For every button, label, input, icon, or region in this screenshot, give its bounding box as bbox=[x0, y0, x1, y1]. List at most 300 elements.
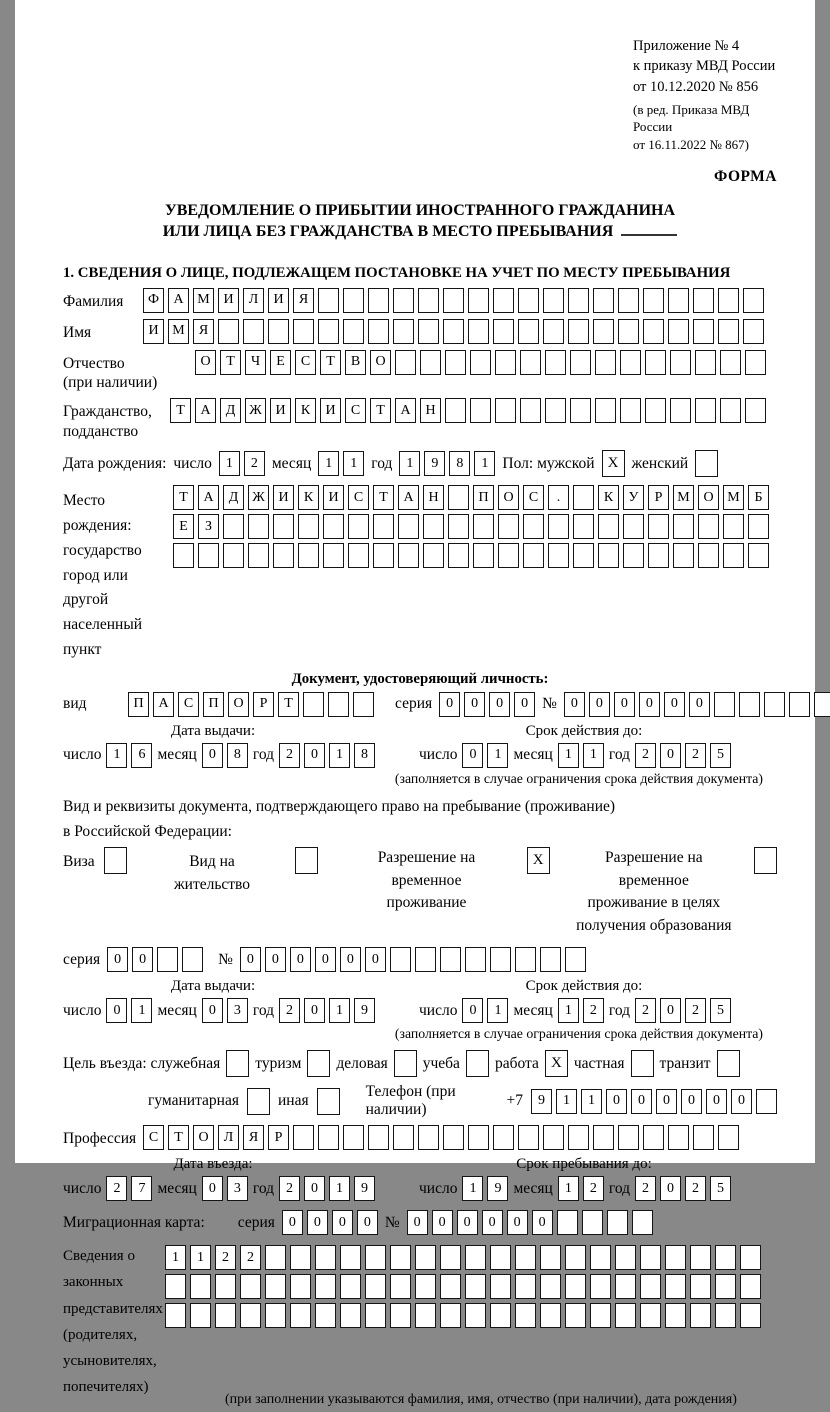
char-cell[interactable] bbox=[415, 947, 436, 972]
char-cell[interactable]: 0 bbox=[340, 947, 361, 972]
char-cell[interactable] bbox=[448, 485, 469, 510]
char-cell[interactable] bbox=[673, 514, 694, 539]
char-cell[interactable] bbox=[645, 398, 666, 423]
char-cell[interactable] bbox=[698, 543, 719, 568]
char-cell[interactable] bbox=[565, 1274, 586, 1299]
char-cell[interactable]: А bbox=[195, 398, 216, 423]
char-cell[interactable] bbox=[698, 514, 719, 539]
char-cell[interactable] bbox=[623, 514, 644, 539]
char-cell[interactable] bbox=[570, 350, 591, 375]
char-cell[interactable] bbox=[318, 288, 339, 313]
char-cell[interactable]: 0 bbox=[532, 1210, 553, 1235]
char-cell[interactable] bbox=[393, 319, 414, 344]
char-cell[interactable] bbox=[615, 1245, 636, 1270]
char-cell[interactable]: М bbox=[193, 288, 214, 313]
char-cell[interactable] bbox=[470, 398, 491, 423]
char-cell[interactable] bbox=[548, 543, 569, 568]
char-cell[interactable] bbox=[718, 288, 739, 313]
char-cell[interactable] bbox=[543, 288, 564, 313]
char-cell[interactable] bbox=[582, 1210, 603, 1235]
char-cell[interactable]: 3 bbox=[227, 998, 248, 1023]
char-cell[interactable]: 2 bbox=[685, 743, 706, 768]
char-cell[interactable] bbox=[390, 1245, 411, 1270]
char-cell[interactable] bbox=[443, 319, 464, 344]
char-cell[interactable] bbox=[643, 319, 664, 344]
char-cell[interactable] bbox=[315, 1245, 336, 1270]
char-cell[interactable] bbox=[545, 398, 566, 423]
char-cell[interactable]: 2 bbox=[583, 998, 604, 1023]
char-cell[interactable] bbox=[723, 514, 744, 539]
char-cell[interactable] bbox=[265, 1274, 286, 1299]
char-cell[interactable] bbox=[520, 398, 541, 423]
char-cell[interactable]: Т bbox=[373, 485, 394, 510]
char-cell[interactable]: П bbox=[203, 692, 224, 717]
char-cell[interactable] bbox=[743, 319, 764, 344]
char-cell[interactable] bbox=[190, 1303, 211, 1328]
char-cell[interactable] bbox=[340, 1274, 361, 1299]
char-cell[interactable] bbox=[557, 1210, 578, 1235]
char-cell[interactable] bbox=[515, 1245, 536, 1270]
char-cell[interactable]: 8 bbox=[449, 451, 470, 476]
char-cell[interactable] bbox=[398, 514, 419, 539]
char-cell[interactable] bbox=[523, 514, 544, 539]
char-cell[interactable] bbox=[440, 1245, 461, 1270]
char-cell[interactable]: Ф bbox=[143, 288, 164, 313]
purpose-transit-checkbox[interactable] bbox=[717, 1050, 740, 1077]
char-cell[interactable]: Е bbox=[270, 350, 291, 375]
char-cell[interactable]: П bbox=[128, 692, 149, 717]
char-cell[interactable] bbox=[598, 514, 619, 539]
char-cell[interactable] bbox=[573, 485, 594, 510]
purpose-work-checkbox[interactable]: X bbox=[545, 1050, 568, 1077]
char-cell[interactable]: 0 bbox=[357, 1210, 378, 1235]
char-cell[interactable]: У bbox=[623, 485, 644, 510]
char-cell[interactable]: Т bbox=[278, 692, 299, 717]
char-cell[interactable] bbox=[465, 1303, 486, 1328]
char-cell[interactable]: 0 bbox=[660, 998, 681, 1023]
char-cell[interactable] bbox=[418, 319, 439, 344]
char-cell[interactable] bbox=[764, 692, 785, 717]
char-cell[interactable]: Я bbox=[243, 1125, 264, 1150]
char-cell[interactable] bbox=[648, 543, 669, 568]
char-cell[interactable]: 0 bbox=[656, 1089, 677, 1114]
char-cell[interactable]: 0 bbox=[439, 692, 460, 717]
char-cell[interactable] bbox=[573, 514, 594, 539]
char-cell[interactable] bbox=[573, 543, 594, 568]
char-cell[interactable] bbox=[618, 288, 639, 313]
char-cell[interactable] bbox=[390, 947, 411, 972]
char-cell[interactable]: 1 bbox=[329, 998, 350, 1023]
char-cell[interactable]: 2 bbox=[106, 1176, 127, 1201]
char-cell[interactable]: С bbox=[295, 350, 316, 375]
char-cell[interactable] bbox=[293, 1125, 314, 1150]
char-cell[interactable]: С bbox=[523, 485, 544, 510]
char-cell[interactable] bbox=[182, 947, 203, 972]
char-cell[interactable]: Ч bbox=[245, 350, 266, 375]
purpose-tourism-checkbox[interactable] bbox=[307, 1050, 330, 1077]
char-cell[interactable] bbox=[518, 288, 539, 313]
char-cell[interactable] bbox=[340, 1245, 361, 1270]
char-cell[interactable] bbox=[568, 1125, 589, 1150]
char-cell[interactable] bbox=[668, 288, 689, 313]
purpose-humanitarian-checkbox[interactable] bbox=[247, 1088, 270, 1115]
char-cell[interactable]: 5 bbox=[710, 998, 731, 1023]
purpose-other-checkbox[interactable] bbox=[317, 1088, 340, 1115]
char-cell[interactable]: 1 bbox=[399, 451, 420, 476]
residence-permit-checkbox[interactable] bbox=[295, 847, 318, 874]
char-cell[interactable]: И bbox=[323, 485, 344, 510]
char-cell[interactable] bbox=[465, 1274, 486, 1299]
char-cell[interactable] bbox=[665, 1303, 686, 1328]
char-cell[interactable] bbox=[273, 543, 294, 568]
char-cell[interactable] bbox=[315, 1274, 336, 1299]
char-cell[interactable] bbox=[615, 1303, 636, 1328]
char-cell[interactable] bbox=[470, 350, 491, 375]
char-cell[interactable]: 5 bbox=[710, 1176, 731, 1201]
char-cell[interactable]: 0 bbox=[240, 947, 261, 972]
char-cell[interactable] bbox=[415, 1303, 436, 1328]
char-cell[interactable] bbox=[190, 1274, 211, 1299]
char-cell[interactable]: 2 bbox=[685, 998, 706, 1023]
char-cell[interactable] bbox=[570, 398, 591, 423]
char-cell[interactable]: 0 bbox=[132, 947, 153, 972]
char-cell[interactable] bbox=[465, 947, 486, 972]
char-cell[interactable] bbox=[540, 947, 561, 972]
char-cell[interactable]: 2 bbox=[583, 1176, 604, 1201]
char-cell[interactable]: 2 bbox=[279, 998, 300, 1023]
char-cell[interactable]: О bbox=[228, 692, 249, 717]
char-cell[interactable]: 0 bbox=[332, 1210, 353, 1235]
char-cell[interactable]: 0 bbox=[202, 998, 223, 1023]
char-cell[interactable] bbox=[353, 692, 374, 717]
char-cell[interactable] bbox=[673, 543, 694, 568]
char-cell[interactable]: 6 bbox=[131, 743, 152, 768]
char-cell[interactable]: 2 bbox=[240, 1245, 261, 1270]
visa-checkbox[interactable] bbox=[104, 847, 127, 874]
char-cell[interactable]: 1 bbox=[106, 743, 127, 768]
char-cell[interactable] bbox=[718, 319, 739, 344]
char-cell[interactable]: 0 bbox=[489, 692, 510, 717]
char-cell[interactable] bbox=[420, 350, 441, 375]
char-cell[interactable] bbox=[607, 1210, 628, 1235]
char-cell[interactable]: 2 bbox=[635, 743, 656, 768]
char-cell[interactable]: И bbox=[270, 398, 291, 423]
char-cell[interactable] bbox=[590, 1245, 611, 1270]
char-cell[interactable] bbox=[640, 1274, 661, 1299]
char-cell[interactable] bbox=[593, 319, 614, 344]
char-cell[interactable]: 2 bbox=[635, 1176, 656, 1201]
char-cell[interactable]: 1 bbox=[131, 998, 152, 1023]
char-cell[interactable] bbox=[298, 514, 319, 539]
char-cell[interactable] bbox=[618, 1125, 639, 1150]
char-cell[interactable]: 0 bbox=[315, 947, 336, 972]
char-cell[interactable] bbox=[368, 319, 389, 344]
char-cell[interactable] bbox=[695, 398, 716, 423]
char-cell[interactable]: О bbox=[195, 350, 216, 375]
char-cell[interactable] bbox=[365, 1274, 386, 1299]
char-cell[interactable]: 1 bbox=[329, 743, 350, 768]
char-cell[interactable] bbox=[395, 350, 416, 375]
char-cell[interactable]: А bbox=[395, 398, 416, 423]
char-cell[interactable]: 0 bbox=[202, 1176, 223, 1201]
purpose-study-checkbox[interactable] bbox=[466, 1050, 489, 1077]
char-cell[interactable]: О bbox=[698, 485, 719, 510]
sex-male-checkbox[interactable]: X bbox=[602, 450, 625, 477]
char-cell[interactable]: Д bbox=[220, 398, 241, 423]
char-cell[interactable]: О bbox=[498, 485, 519, 510]
char-cell[interactable] bbox=[623, 543, 644, 568]
char-cell[interactable]: Т bbox=[168, 1125, 189, 1150]
char-cell[interactable] bbox=[693, 288, 714, 313]
char-cell[interactable]: Т bbox=[370, 398, 391, 423]
char-cell[interactable] bbox=[368, 1125, 389, 1150]
char-cell[interactable]: 9 bbox=[354, 1176, 375, 1201]
char-cell[interactable] bbox=[515, 947, 536, 972]
char-cell[interactable] bbox=[565, 947, 586, 972]
char-cell[interactable]: Л bbox=[218, 1125, 239, 1150]
char-cell[interactable]: О bbox=[370, 350, 391, 375]
char-cell[interactable] bbox=[640, 1303, 661, 1328]
char-cell[interactable] bbox=[415, 1274, 436, 1299]
char-cell[interactable] bbox=[618, 319, 639, 344]
char-cell[interactable] bbox=[756, 1089, 777, 1114]
char-cell[interactable]: И bbox=[143, 319, 164, 344]
char-cell[interactable] bbox=[223, 543, 244, 568]
char-cell[interactable] bbox=[665, 1245, 686, 1270]
char-cell[interactable] bbox=[715, 1303, 736, 1328]
char-cell[interactable]: О bbox=[193, 1125, 214, 1150]
char-cell[interactable]: 0 bbox=[265, 947, 286, 972]
char-cell[interactable] bbox=[620, 350, 641, 375]
char-cell[interactable]: С bbox=[178, 692, 199, 717]
char-cell[interactable]: 9 bbox=[487, 1176, 508, 1201]
char-cell[interactable] bbox=[265, 1303, 286, 1328]
char-cell[interactable] bbox=[740, 1274, 761, 1299]
char-cell[interactable] bbox=[493, 319, 514, 344]
char-cell[interactable] bbox=[620, 398, 641, 423]
char-cell[interactable]: 0 bbox=[639, 692, 660, 717]
char-cell[interactable]: М bbox=[673, 485, 694, 510]
char-cell[interactable] bbox=[398, 543, 419, 568]
char-cell[interactable]: 0 bbox=[290, 947, 311, 972]
char-cell[interactable] bbox=[745, 398, 766, 423]
char-cell[interactable] bbox=[720, 350, 741, 375]
char-cell[interactable] bbox=[718, 1125, 739, 1150]
char-cell[interactable]: Ж bbox=[245, 398, 266, 423]
char-cell[interactable] bbox=[268, 319, 289, 344]
char-cell[interactable] bbox=[418, 1125, 439, 1150]
char-cell[interactable] bbox=[745, 350, 766, 375]
char-cell[interactable] bbox=[468, 1125, 489, 1150]
char-cell[interactable]: 0 bbox=[482, 1210, 503, 1235]
temp-permit-checkbox[interactable]: X bbox=[527, 847, 550, 874]
char-cell[interactable]: 0 bbox=[462, 743, 483, 768]
char-cell[interactable] bbox=[343, 319, 364, 344]
char-cell[interactable] bbox=[490, 1303, 511, 1328]
char-cell[interactable]: 0 bbox=[462, 998, 483, 1023]
char-cell[interactable] bbox=[814, 692, 830, 717]
char-cell[interactable] bbox=[598, 543, 619, 568]
char-cell[interactable] bbox=[490, 1274, 511, 1299]
char-cell[interactable] bbox=[723, 543, 744, 568]
char-cell[interactable]: 1 bbox=[329, 1176, 350, 1201]
char-cell[interactable]: Я bbox=[193, 319, 214, 344]
char-cell[interactable] bbox=[690, 1303, 711, 1328]
char-cell[interactable]: 2 bbox=[635, 998, 656, 1023]
char-cell[interactable] bbox=[273, 514, 294, 539]
char-cell[interactable]: И bbox=[218, 288, 239, 313]
char-cell[interactable]: 0 bbox=[564, 692, 585, 717]
char-cell[interactable] bbox=[632, 1210, 653, 1235]
char-cell[interactable]: 0 bbox=[614, 692, 635, 717]
char-cell[interactable] bbox=[743, 288, 764, 313]
char-cell[interactable]: 0 bbox=[606, 1089, 627, 1114]
char-cell[interactable]: 1 bbox=[487, 743, 508, 768]
char-cell[interactable]: Н bbox=[420, 398, 441, 423]
char-cell[interactable]: 9 bbox=[531, 1089, 552, 1114]
char-cell[interactable] bbox=[248, 514, 269, 539]
char-cell[interactable] bbox=[593, 288, 614, 313]
char-cell[interactable] bbox=[448, 514, 469, 539]
char-cell[interactable] bbox=[348, 514, 369, 539]
char-cell[interactable]: 1 bbox=[558, 1176, 579, 1201]
char-cell[interactable]: Т bbox=[173, 485, 194, 510]
char-cell[interactable] bbox=[670, 398, 691, 423]
char-cell[interactable] bbox=[393, 1125, 414, 1150]
char-cell[interactable] bbox=[543, 1125, 564, 1150]
char-cell[interactable] bbox=[418, 288, 439, 313]
char-cell[interactable] bbox=[248, 543, 269, 568]
char-cell[interactable]: 0 bbox=[631, 1089, 652, 1114]
char-cell[interactable] bbox=[365, 1245, 386, 1270]
purpose-private-checkbox[interactable] bbox=[631, 1050, 654, 1077]
char-cell[interactable]: 0 bbox=[681, 1089, 702, 1114]
char-cell[interactable]: 0 bbox=[660, 1176, 681, 1201]
char-cell[interactable] bbox=[465, 1245, 486, 1270]
char-cell[interactable] bbox=[445, 398, 466, 423]
char-cell[interactable] bbox=[615, 1274, 636, 1299]
char-cell[interactable] bbox=[243, 319, 264, 344]
char-cell[interactable] bbox=[690, 1274, 711, 1299]
char-cell[interactable] bbox=[693, 319, 714, 344]
purpose-official-checkbox[interactable] bbox=[226, 1050, 249, 1077]
char-cell[interactable]: 1 bbox=[190, 1245, 211, 1270]
char-cell[interactable] bbox=[665, 1274, 686, 1299]
char-cell[interactable]: 0 bbox=[307, 1210, 328, 1235]
char-cell[interactable]: 2 bbox=[279, 743, 300, 768]
char-cell[interactable] bbox=[739, 692, 760, 717]
char-cell[interactable]: 2 bbox=[279, 1176, 300, 1201]
char-cell[interactable]: П bbox=[473, 485, 494, 510]
char-cell[interactable]: 0 bbox=[304, 998, 325, 1023]
char-cell[interactable] bbox=[498, 514, 519, 539]
char-cell[interactable]: М bbox=[168, 319, 189, 344]
char-cell[interactable] bbox=[545, 350, 566, 375]
char-cell[interactable]: И bbox=[320, 398, 341, 423]
char-cell[interactable]: Р bbox=[268, 1125, 289, 1150]
char-cell[interactable]: Т bbox=[170, 398, 191, 423]
char-cell[interactable] bbox=[714, 692, 735, 717]
char-cell[interactable]: 2 bbox=[244, 451, 265, 476]
char-cell[interactable]: 1 bbox=[487, 998, 508, 1023]
char-cell[interactable] bbox=[165, 1303, 186, 1328]
char-cell[interactable] bbox=[315, 1303, 336, 1328]
char-cell[interactable] bbox=[303, 692, 324, 717]
char-cell[interactable] bbox=[290, 1274, 311, 1299]
char-cell[interactable]: Р bbox=[253, 692, 274, 717]
char-cell[interactable]: Ж bbox=[248, 485, 269, 510]
char-cell[interactable]: 9 bbox=[354, 998, 375, 1023]
char-cell[interactable] bbox=[523, 543, 544, 568]
char-cell[interactable] bbox=[443, 1125, 464, 1150]
char-cell[interactable] bbox=[670, 350, 691, 375]
char-cell[interactable]: 0 bbox=[282, 1210, 303, 1235]
char-cell[interactable] bbox=[157, 947, 178, 972]
char-cell[interactable]: 0 bbox=[507, 1210, 528, 1235]
char-cell[interactable] bbox=[218, 319, 239, 344]
char-cell[interactable] bbox=[668, 1125, 689, 1150]
char-cell[interactable]: 1 bbox=[558, 743, 579, 768]
char-cell[interactable] bbox=[595, 350, 616, 375]
char-cell[interactable] bbox=[445, 350, 466, 375]
char-cell[interactable] bbox=[495, 398, 516, 423]
char-cell[interactable]: И bbox=[268, 288, 289, 313]
char-cell[interactable] bbox=[473, 543, 494, 568]
char-cell[interactable] bbox=[490, 1245, 511, 1270]
char-cell[interactable]: М bbox=[723, 485, 744, 510]
char-cell[interactable]: С bbox=[345, 398, 366, 423]
char-cell[interactable] bbox=[548, 514, 569, 539]
char-cell[interactable] bbox=[298, 543, 319, 568]
char-cell[interactable] bbox=[393, 288, 414, 313]
char-cell[interactable] bbox=[495, 350, 516, 375]
char-cell[interactable] bbox=[240, 1274, 261, 1299]
char-cell[interactable] bbox=[443, 288, 464, 313]
char-cell[interactable] bbox=[423, 543, 444, 568]
char-cell[interactable]: 1 bbox=[165, 1245, 186, 1270]
char-cell[interactable] bbox=[693, 1125, 714, 1150]
char-cell[interactable]: К bbox=[298, 485, 319, 510]
char-cell[interactable]: 0 bbox=[660, 743, 681, 768]
char-cell[interactable] bbox=[543, 319, 564, 344]
char-cell[interactable] bbox=[515, 1274, 536, 1299]
char-cell[interactable]: А bbox=[168, 288, 189, 313]
char-cell[interactable] bbox=[440, 947, 461, 972]
char-cell[interactable]: 0 bbox=[706, 1089, 727, 1114]
char-cell[interactable] bbox=[695, 350, 716, 375]
char-cell[interactable]: А bbox=[398, 485, 419, 510]
char-cell[interactable] bbox=[368, 288, 389, 313]
char-cell[interactable] bbox=[468, 288, 489, 313]
char-cell[interactable] bbox=[498, 543, 519, 568]
char-cell[interactable]: С bbox=[143, 1125, 164, 1150]
char-cell[interactable] bbox=[568, 288, 589, 313]
char-cell[interactable]: 7 bbox=[131, 1176, 152, 1201]
char-cell[interactable]: 0 bbox=[589, 692, 610, 717]
char-cell[interactable] bbox=[415, 1245, 436, 1270]
char-cell[interactable]: 3 bbox=[227, 1176, 248, 1201]
char-cell[interactable] bbox=[715, 1274, 736, 1299]
char-cell[interactable] bbox=[328, 692, 349, 717]
char-cell[interactable]: 0 bbox=[664, 692, 685, 717]
char-cell[interactable]: А bbox=[198, 485, 219, 510]
char-cell[interactable] bbox=[198, 543, 219, 568]
char-cell[interactable] bbox=[668, 319, 689, 344]
char-cell[interactable]: Л bbox=[243, 288, 264, 313]
char-cell[interactable]: 1 bbox=[343, 451, 364, 476]
char-cell[interactable] bbox=[748, 543, 769, 568]
char-cell[interactable] bbox=[690, 1245, 711, 1270]
